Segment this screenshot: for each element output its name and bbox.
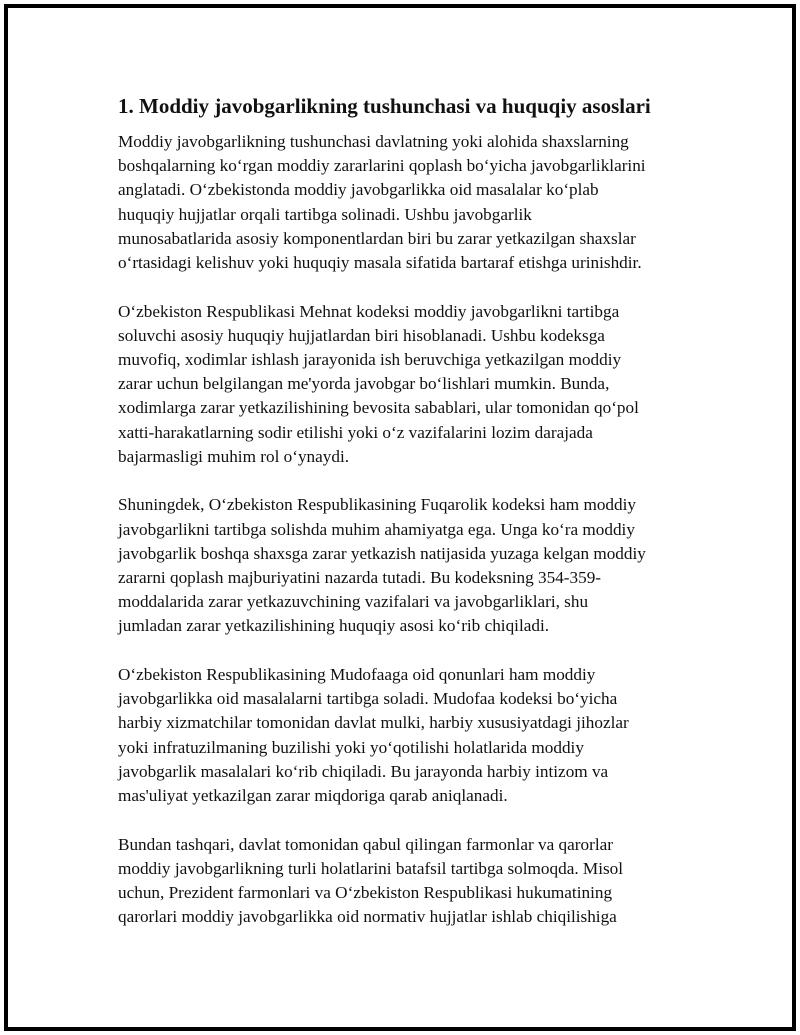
text-line: yoki infratuzilmaning buzilishi yoki yoʻqotilishi holatlarida moddiy — [118, 737, 584, 757]
text-line: munosabatlarida asosiy komponentlardan biri bu zarar yetkazilgan shaxslar — [118, 228, 636, 248]
paragraph-container — [118, 130, 692, 929]
text-line: zarar uchun belgilangan me'yorda javobgar boʻlishlari mumkin. Bunda, — [118, 374, 610, 394]
text-line: soluvchi asosiy huquqiy hujjatlardan biri hisoblanadi. Ushbu kodeksga — [118, 325, 605, 345]
text-line: huquqiy hujjatlar orqali tartibga solinadi. Ushbu javobgarlik — [118, 204, 532, 224]
section-heading: 1. Moddiy javobgarlikning tushunchasi va huquqiy asoslari — [118, 94, 651, 118]
text-line: moddalarida zarar yetkazuvchining vazifalari va javobgarliklari, shu — [118, 592, 589, 612]
text-line: bajarmasligi muhim rol oʻynaydi. — [118, 446, 350, 466]
text-line: Oʻzbekiston Respublikasi Mehnat kodeksi moddiy javobgarlikni tartibga — [118, 301, 620, 321]
text-line: moddiy javobgarlikning turli holatlarini batafsil tartibga solmoqda. Misol — [118, 858, 624, 878]
paragraph — [118, 833, 692, 930]
text-line: Bundan tashqari, davlat tomonidan qabul qilingan farmonlar va qarorlar — [118, 834, 613, 854]
text-line: anglatadi. Oʻzbekistonda moddiy javobgarlikka oid masalalar koʻplab — [118, 180, 599, 200]
text-line: qarorlari moddiy javobgarlikka oid normativ hujjatlar ishlab chiqilishiga — [118, 907, 617, 927]
text-line: javobgarlikka oid masalalarni tartibga soladi. Mudofaa kodeksi boʻyicha — [118, 689, 618, 709]
text-line: javobgarlikni tartibga solishda muhim ahamiyatga ega. Unga koʻra moddiy — [118, 519, 635, 539]
text-line: Oʻzbekiston Respublikasining Mudofaaga oid qonunlari ham moddiy — [118, 665, 596, 685]
text-line: oʻrtasidagi kelishuv yoki huquqiy masala sifatida bartaraf etishga urinishdir. — [118, 253, 642, 273]
text-line: mas'uliyat yetkazilgan zarar miqdoriga qarab aniqlanadi. — [118, 786, 508, 806]
text-line: muvofiq, xodimlar ishlash jarayonida ish beruvchiga yetkazilgan moddiy — [118, 350, 622, 370]
text-line: xatti-harakatlarning sodir etilishi yoki oʻz vazifalarini lozim darajada — [118, 422, 593, 442]
text-line: javobgarlik boshqa shaxsga zarar yetkazish natijasida yuzaga kelgan moddiy — [118, 543, 646, 563]
text-line: xodimlarga zarar yetkazilishining bevosita sabablari, ular tomonidan qoʻpol — [118, 398, 639, 418]
text-line: boshqalarning koʻrgan moddiy zararlarini qoplash boʻyicha javobgarliklarini — [118, 156, 646, 176]
text-line: uchun, Prezident farmonlari va Oʻzbekiston Respublikasi hukumatining — [118, 883, 613, 903]
paragraph — [118, 493, 692, 638]
text-line: javobgarlik masalalari koʻrib chiqiladi. Bu jarayonda harbiy intizom va — [118, 761, 609, 781]
text-line: Moddiy javobgarlikning tushunchasi davlatning yoki alohida shaxslarning — [118, 132, 629, 151]
text-line: harbiy xizmatchilar tomonidan davlat mulki, harbiy xususiyatdagi jihozlar — [118, 713, 629, 733]
paragraph — [118, 663, 692, 808]
text-line: zararni qoplash majburiyatini nazarda tutadi. Bu kodeksning 354-359- — [118, 568, 602, 588]
text-line: jumladan zarar yetkazilishining huquqiy asosi koʻrib chiqiladi. — [118, 616, 550, 636]
paragraph — [118, 300, 692, 469]
document-body — [118, 92, 692, 954]
paragraph — [118, 130, 692, 275]
text-line: Shuningdek, Oʻzbekiston Respublikasining Fuqarolik kodeksi ham moddiy — [118, 495, 636, 515]
